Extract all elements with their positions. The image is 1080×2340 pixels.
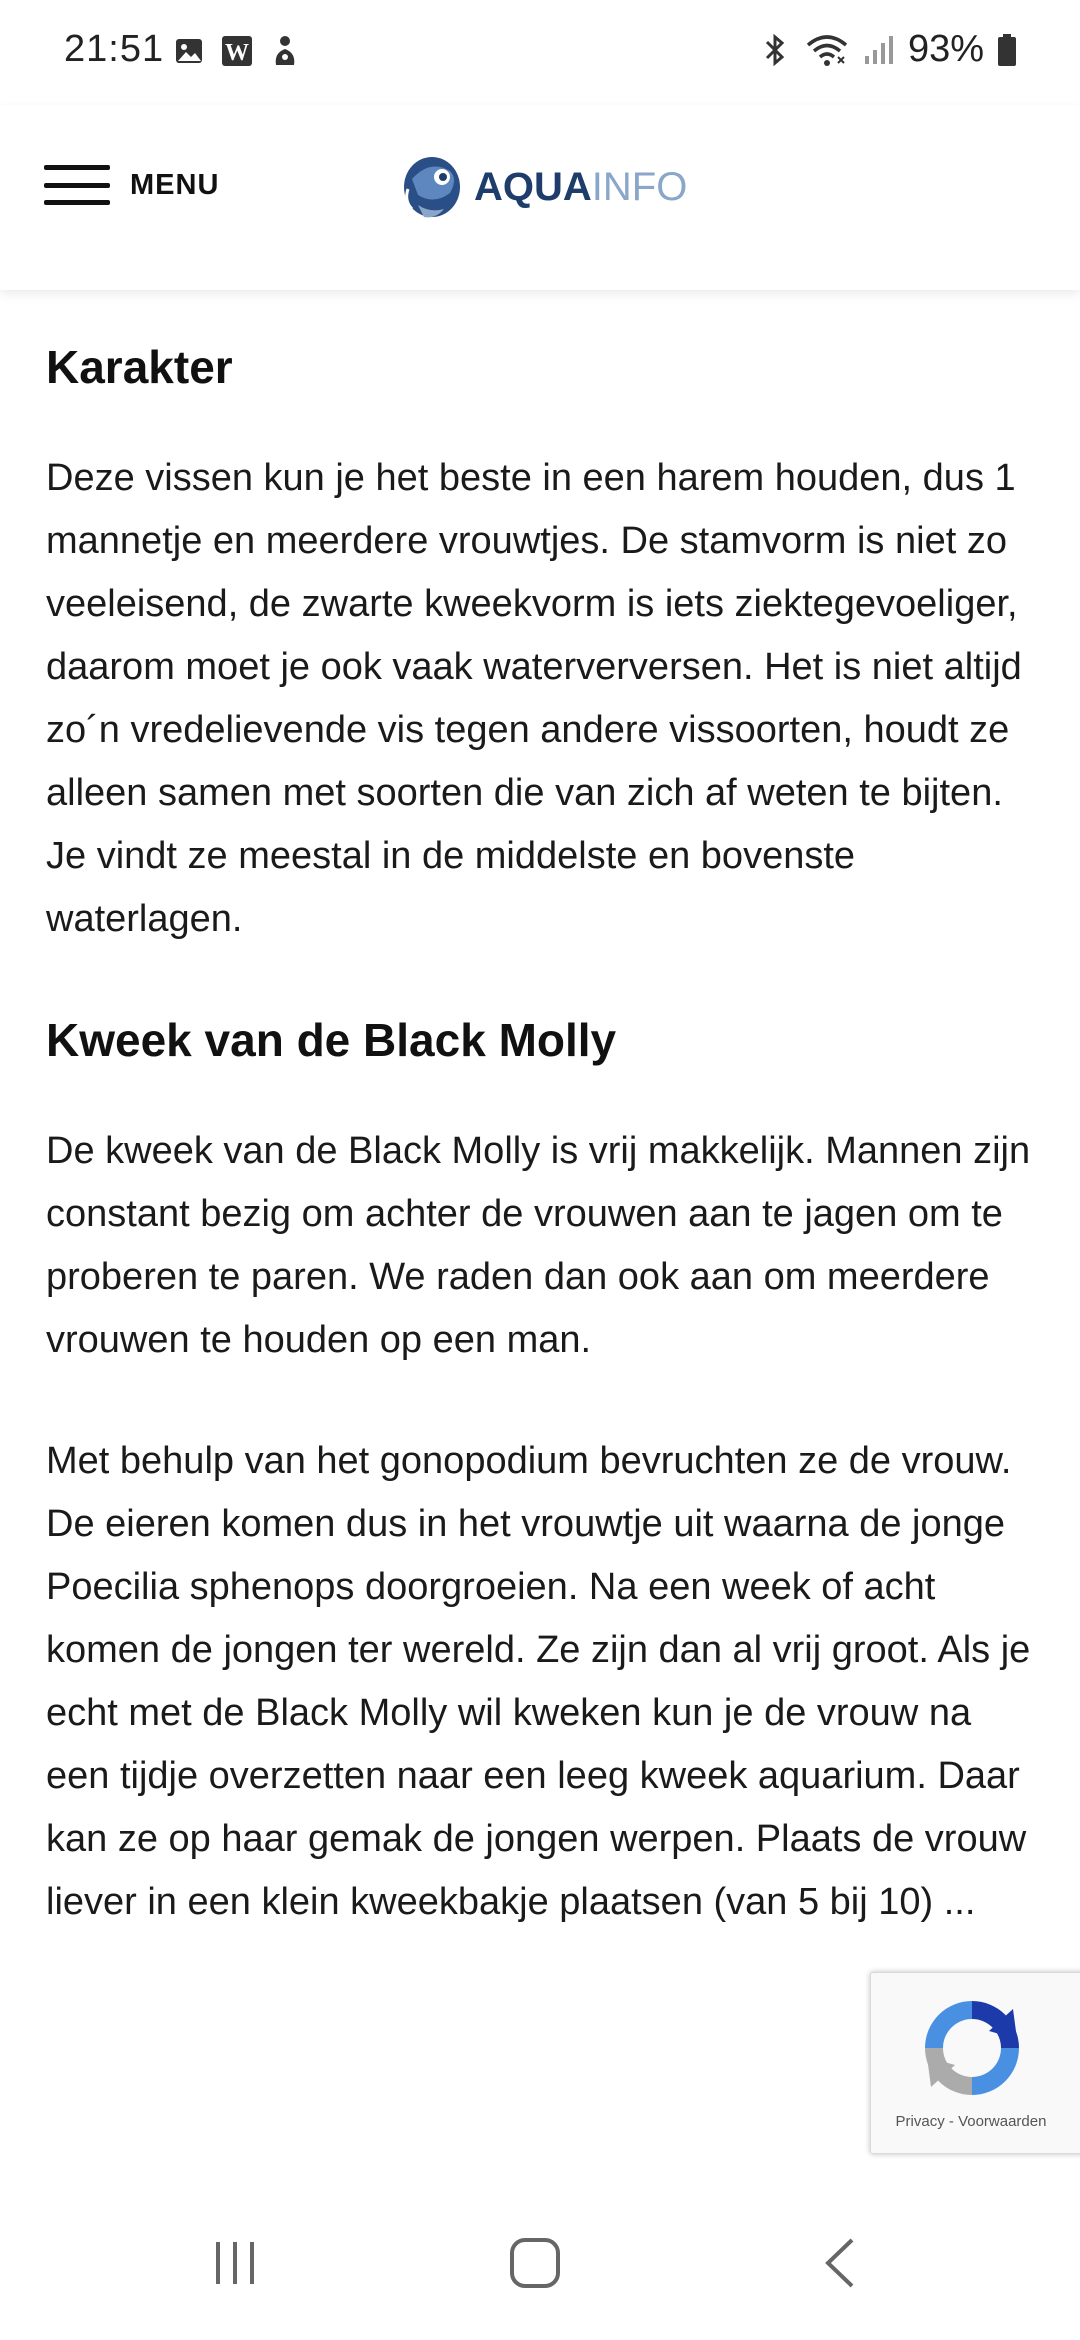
menu-label: MENU bbox=[130, 168, 220, 201]
home-button[interactable] bbox=[495, 2235, 575, 2295]
status-bar bbox=[0, 0, 1080, 105]
system-navigation-bar bbox=[0, 2190, 1080, 2340]
signal-icon bbox=[862, 33, 896, 67]
battery-icon bbox=[996, 33, 1018, 67]
recaptcha-terms-link[interactable]: Voorwaarden bbox=[958, 2113, 1047, 2130]
status-notification-icons bbox=[172, 34, 302, 68]
paragraph-kweek-1: De kweek van de Black Molly is vrij makkelijk. Mannen zijn constant bezig om achter de vrouwen aan te jagen om te proberen te paren. We raden dan ook aan om meerdere vrouwen te houden op een man. bbox=[46, 1130, 1031, 1362]
recent-apps-button[interactable] bbox=[195, 2235, 275, 2295]
article-content bbox=[0, 290, 1080, 2190]
status-system-icons bbox=[758, 28, 1018, 71]
back-button[interactable] bbox=[800, 2235, 880, 2295]
battery-percent: 93% bbox=[907, 28, 984, 70]
paragraph-karakter: Deze vissen kun je het beste in een harem houden, dus 1 mannetje en meerdere vrouwtjes. De stamvorm is niet zo veeleisend, de zwarte kweekvorm is iets ziektegevoeliger, daarom moet je ook vaak waterverversen. Het is niet altijd zo´n vredelievende vis tegen andere vissoorten, houdt ze alleen samen met soorten die van zich af weten te bijten. Je vindt ze meestal in de middelste en bovenste waterlagen. bbox=[46, 457, 1022, 941]
recaptcha-badge[interactable] bbox=[870, 1972, 1080, 2154]
recaptcha-separator: - bbox=[944, 2113, 959, 2130]
site-header bbox=[0, 105, 1080, 290]
svg-text:W: W bbox=[225, 40, 249, 66]
recaptcha-links bbox=[871, 2113, 1071, 2130]
w-app-icon bbox=[220, 34, 254, 68]
recent-apps-icon bbox=[210, 2238, 260, 2293]
fish-logo-icon bbox=[400, 149, 468, 226]
bluetooth-icon bbox=[758, 33, 792, 67]
notification-app-icon bbox=[268, 34, 302, 68]
recaptcha-icon bbox=[917, 1993, 1027, 2103]
wifi-icon bbox=[804, 33, 850, 67]
heading-karakter: Karakter bbox=[46, 341, 233, 393]
hamburger-icon bbox=[44, 165, 110, 205]
paragraph-kweek-2: Met behulp van het gonopodium bevruchten ze de vrouw. De eieren komen dus in het vrouwtje uit waarna de jonge Poecilia sphenops doorgroeien. Na een week of acht komen de jongen ter wereld. Ze zijn dan al vrij groot. Als je echt met de Black Molly wil kweken kun je de vrouw na een tijdje overzetten naar een leeg kweek aquarium. Daar kan ze op haar gemak de jongen werpen. Plaats de vrouw liever in een klein kweekbakje plaatsen (van 5 bij 10) ... bbox=[46, 1440, 1031, 1924]
aquainfo-logo[interactable] bbox=[400, 149, 687, 226]
back-icon bbox=[820, 2236, 860, 2295]
recaptcha-privacy-link[interactable]: Privacy bbox=[895, 2113, 945, 2130]
logo-text-aqua: AQUA bbox=[474, 165, 592, 209]
menu-button[interactable] bbox=[44, 160, 219, 210]
heading-kweek: Kweek van de Black Molly bbox=[46, 1014, 617, 1067]
logo-text-info: INFO bbox=[591, 165, 688, 209]
gallery-icon bbox=[172, 34, 206, 68]
home-icon bbox=[508, 2236, 562, 2295]
logo-text bbox=[474, 165, 687, 210]
status-time: 21:51 bbox=[64, 28, 165, 70]
